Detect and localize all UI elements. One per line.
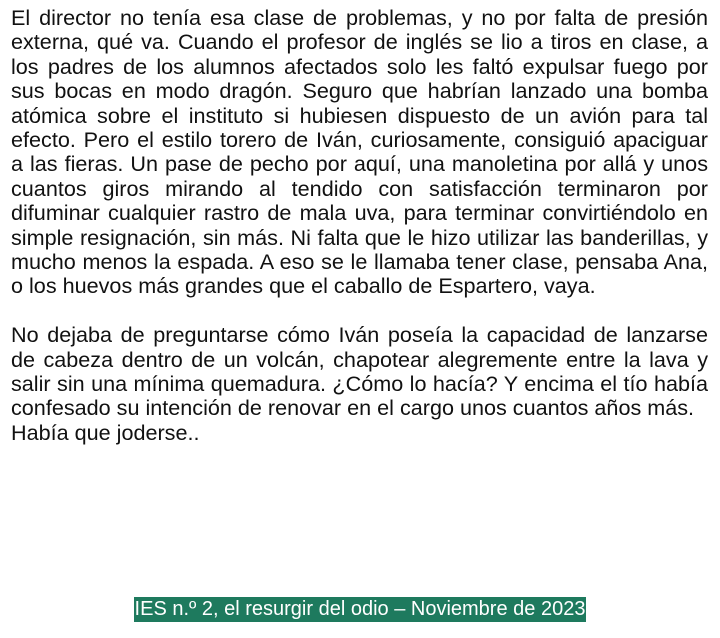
footer-label: IES n.º 2, el resurgir del odio – Noviembre de 2023	[134, 598, 586, 620]
paragraph-spacer	[11, 299, 708, 323]
document-body	[11, 6, 708, 445]
closing-line: Había que joderse..	[11, 419, 200, 445]
paragraph-1: El director no tenía esa clase de problemas, y no por falta de presión externa, qué va. Cuando el profesor de inglés se lio a tiros en clase, a los padres de los alumnos afectados solo les faltó expulsar fuego por sus bocas en modo dragón. Seguro que habrían lanzado una bomba atómica sobre el instituto si hubiesen dispuesto de un avión para tal efecto. Pero el estilo torero de Iván, curiosamente, consiguió apaciguar a las fieras. Un pase de pecho por aquí, una manoletina por allá y unos cuantos giros mirando al tendido con satisfacción terminaron por difuminar cualquier rastro de mala uva, para terminar convirtiéndolo en simple resignación, sin más. Ni falta que le hizo utilizar las banderillas, y mucho menos la espada. A eso se le llamaba tener clase, pensaba Ana, o los huevos más grandes que el caballo de Espartero, vaya.	[11, 5, 708, 299]
page-footer	[0, 597, 720, 622]
paragraph-2: No dejaba de preguntarse cómo Iván poseía la capacidad de lanzarse de cabeza dentro de un volcán, chapotear alegremente entre la lava y salir sin una mínima quemadura. ¿Cómo lo hacía? Y encima el tío había confesado su intención de renovar en el cargo unos cuantos años más.	[11, 322, 708, 421]
